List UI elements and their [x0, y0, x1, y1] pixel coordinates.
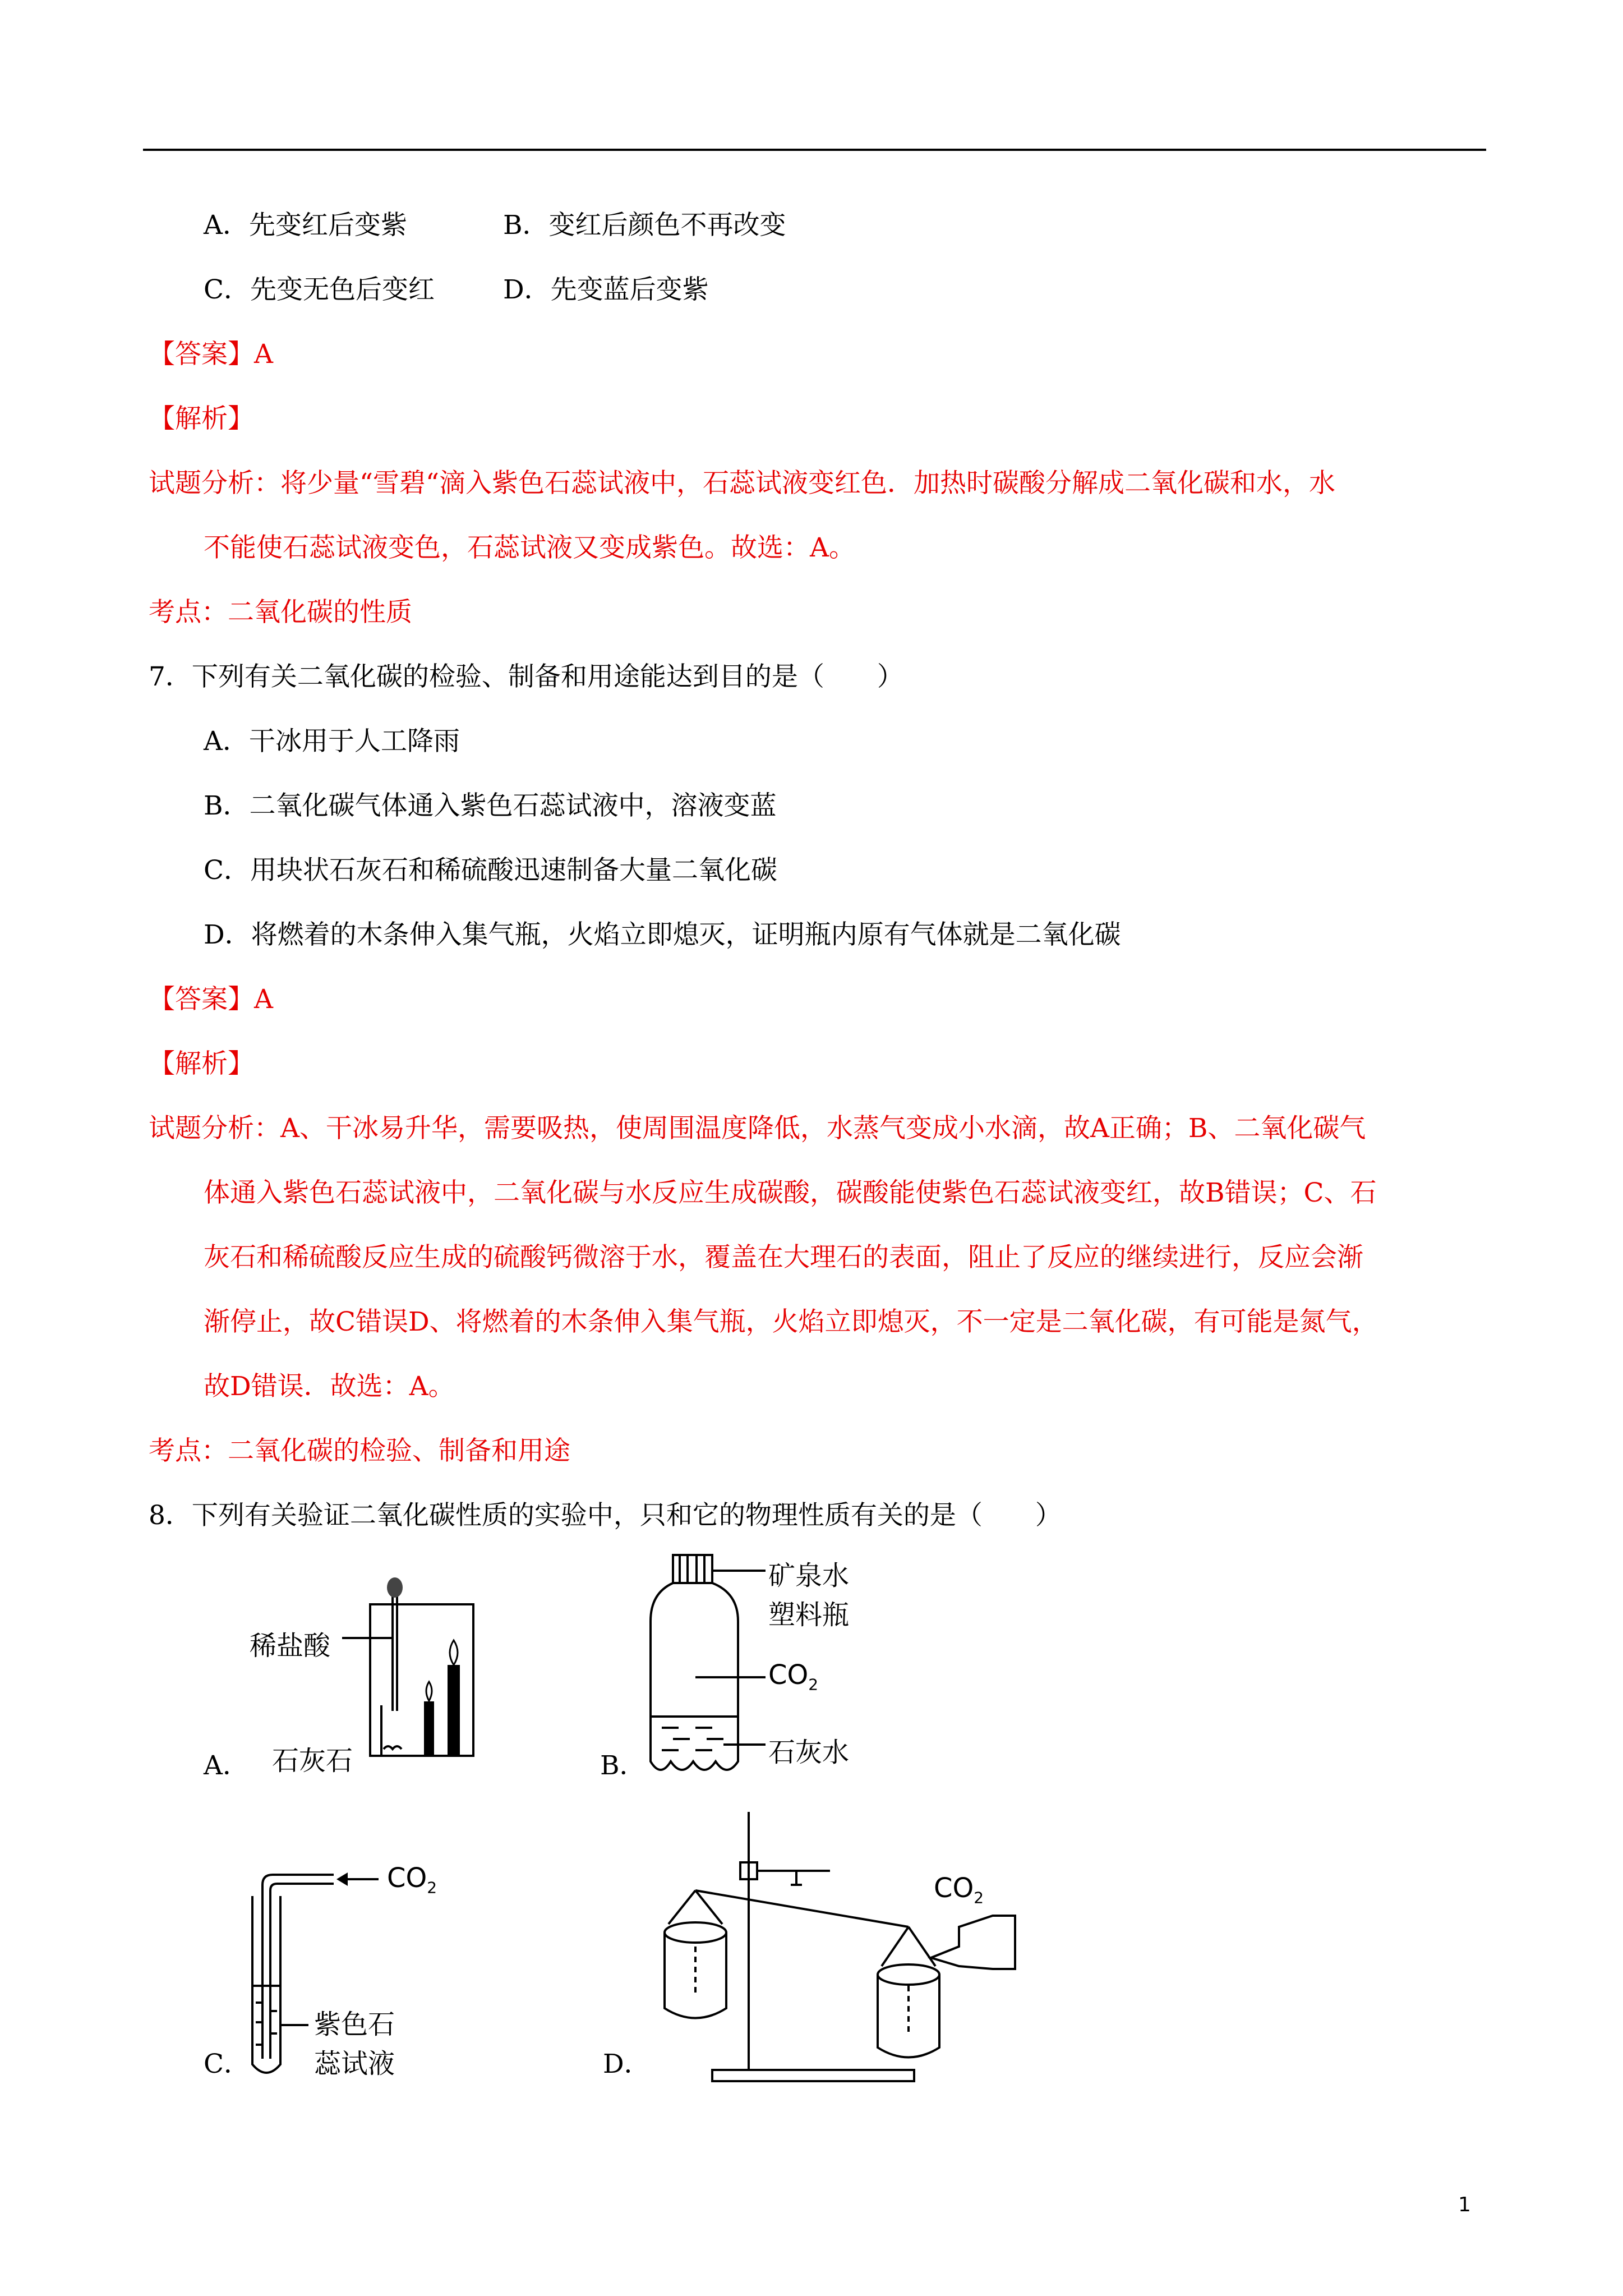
q7-analysis-line1: 试题分析：A、干冰易升华，需要吸热，使周围温度降低，水蒸气变成小水滴，故A正确；B、二氧化碳气	[149, 1113, 1366, 1144]
fig-b-gas-label: $CO_2$	[768, 1659, 819, 1694]
fig-a-stone-label: 石灰石	[272, 1745, 353, 1777]
fig-d-diagram	[645, 1806, 1049, 2092]
fig-d-option-label: D．	[603, 2049, 651, 2079]
q7-analysis-line4: 渐停止，故C错误D、将燃着的木条伸入集气瓶，火焰立即熄灭，不一定是二氧化碳，有可能是氮气，	[204, 1306, 1378, 1337]
fig-b-bottle-label-1: 矿泉水	[768, 1560, 850, 1591]
q7-stem: 7．下列有关二氧化碳的检验、制备和用途能达到目的是（ ）	[149, 661, 903, 692]
q7-analysis-line3: 灰石和稀硫酸反应生成的硫酸钙微溶于水，覆盖在大理石的表面，阻止了反应的继续进行，反应会渐	[204, 1242, 1363, 1273]
q7-analysis-tag: 【解析】	[149, 1048, 254, 1079]
fig-b-water-label: 石灰水	[768, 1737, 850, 1768]
fig-a-option-label: A．	[204, 1750, 249, 1781]
q7-answer: 【答案】A	[149, 984, 273, 1015]
q7-analysis-line5: 故D错误．故选：A。	[204, 1371, 455, 1402]
page-number: 1	[1458, 2193, 1471, 2216]
fig-a-acid-label: 稀盐酸	[250, 1630, 331, 1662]
q7-option-b: B．二氧化碳气体通入紫色石蕊试液中，溶液变蓝	[204, 790, 777, 821]
q6-answer: 【答案】A	[149, 339, 273, 370]
q8-stem: 8．下列有关验证二氧化碳性质的实验中，只和它的物理性质有关的是（ ）	[149, 1500, 1062, 1531]
header-rule	[143, 149, 1486, 151]
q6-option-b: B．变红后颜色不再改变	[503, 210, 786, 241]
q7-kaodian: 考点：二氧化碳的检验、制备和用途	[149, 1435, 570, 1466]
fig-c-liquid-label-2: 蕊试液	[314, 2048, 395, 2079]
q6-option-a: A．先变红后变紫	[204, 210, 407, 241]
q6-analysis-line2: 不能使石蕊试液变色，石蕊试液又变成紫色。故选：A。	[204, 532, 855, 563]
fig-d-gas-label: $CO_2$	[934, 1872, 984, 1907]
q6-analysis-line1: 试题分析：将少量“雪碧“滴入紫色石蕊试液中，石蕊试液变红色．加热时碳酸分解成二氧化碳和水，水	[149, 468, 1336, 499]
q6-kaodian: 考点：二氧化碳的性质	[149, 597, 412, 628]
fig-b-bottle-label-2: 塑料瓶	[768, 1599, 850, 1631]
q6-analysis-tag: 【解析】	[149, 403, 254, 434]
q7-analysis-line2: 体通入紫色石蕊试液中，二氧化碳与水反应生成碳酸，碳酸能使紫色石蕊试液变红，故B错误；C、石	[204, 1177, 1377, 1208]
q6-option-d: D．先变蓝后变紫	[503, 274, 709, 305]
fig-c-gas-label: $CO_2$	[387, 1862, 437, 1897]
fig-c-liquid-label-1: 紫色石	[314, 2009, 395, 2040]
q6-option-c: C．先变无色后变红	[204, 274, 435, 305]
q7-option-a: A．干冰用于人工降雨	[204, 726, 460, 757]
fig-b-option-label: B．	[600, 1750, 646, 1781]
q7-option-c: C．用块状石灰石和稀硫酸迅速制备大量二氧化碳	[204, 855, 777, 886]
q7-option-d: D．将燃着的木条伸入集气瓶，火焰立即熄灭，证明瓶内原有气体就是二氧化碳	[204, 919, 1121, 950]
fig-b-diagram	[645, 1548, 774, 1784]
fig-c-option-label: C．	[204, 2049, 250, 2079]
